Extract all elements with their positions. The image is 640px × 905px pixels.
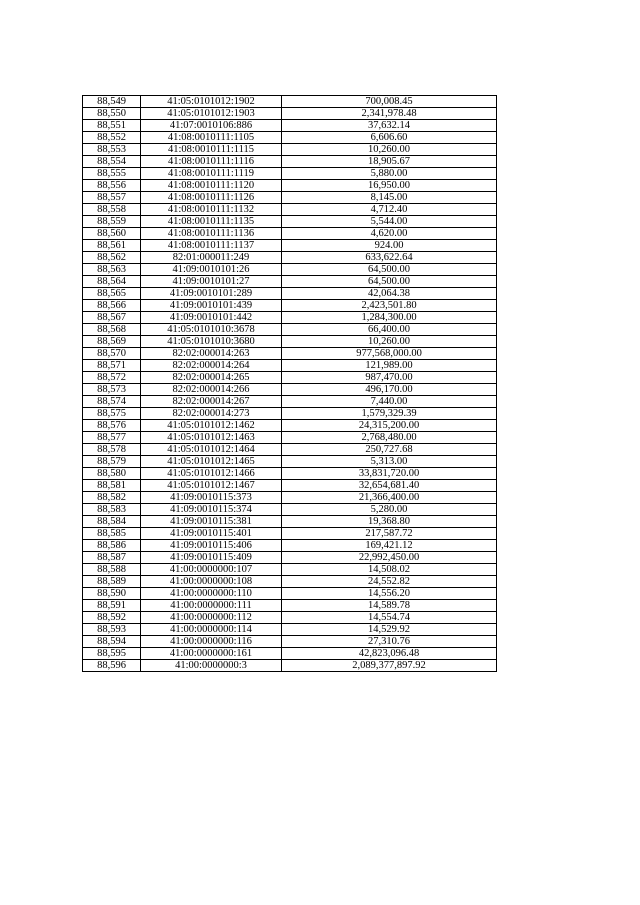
cadastral-number-cell: 41:05:0101012:1462 — [141, 420, 282, 432]
row-number-cell: 88,558 — [83, 204, 141, 216]
value-amount-cell: 42,823,096.48 — [282, 648, 497, 660]
value-amount-cell: 924.00 — [282, 240, 497, 252]
cadastral-number-cell: 41:09:0010115:401 — [141, 528, 282, 540]
table-row — [83, 600, 497, 612]
cadastral-number-cell: 82:02:000014:266 — [141, 384, 282, 396]
row-number-cell: 88,573 — [83, 384, 141, 396]
value-amount-cell: 14,508.02 — [282, 564, 497, 576]
value-amount-cell: 250,727.68 — [282, 444, 497, 456]
value-amount-cell: 64,500.00 — [282, 276, 497, 288]
table-row — [83, 384, 497, 396]
row-number-cell: 88,570 — [83, 348, 141, 360]
value-amount-cell: 19,368.80 — [282, 516, 497, 528]
value-amount-cell: 64,500.00 — [282, 264, 497, 276]
value-amount-cell: 217,587.72 — [282, 528, 497, 540]
cadastral-number-cell: 82:02:000014:267 — [141, 396, 282, 408]
table-row — [83, 240, 497, 252]
table-row — [83, 420, 497, 432]
table-row — [83, 480, 497, 492]
value-amount-cell: 633,622.64 — [282, 252, 497, 264]
cadastral-number-cell: 41:00:0000000:107 — [141, 564, 282, 576]
row-number-cell: 88,594 — [83, 636, 141, 648]
cadastral-number-cell: 41:09:0010115:374 — [141, 504, 282, 516]
cadastral-number-cell: 41:00:0000000:116 — [141, 636, 282, 648]
row-number-cell: 88,549 — [83, 96, 141, 108]
row-number-cell: 88,578 — [83, 444, 141, 456]
value-amount-cell: 5,313.00 — [282, 456, 497, 468]
row-number-cell: 88,588 — [83, 564, 141, 576]
row-number-cell: 88,555 — [83, 168, 141, 180]
cadastral-number-cell: 41:07:0010106:886 — [141, 120, 282, 132]
value-amount-cell: 5,544.00 — [282, 216, 497, 228]
cadastral-number-cell: 41:08:0010111:1115 — [141, 144, 282, 156]
table-row — [83, 108, 497, 120]
table-row — [83, 648, 497, 660]
table-row — [83, 120, 497, 132]
cadastral-number-cell: 41:05:0101010:3678 — [141, 324, 282, 336]
cadastral-number-cell: 41:08:0010111:1135 — [141, 216, 282, 228]
cadastral-number-cell: 41:09:0010115:381 — [141, 516, 282, 528]
row-number-cell: 88,581 — [83, 480, 141, 492]
value-amount-cell: 14,556.20 — [282, 588, 497, 600]
value-amount-cell: 4,620.00 — [282, 228, 497, 240]
value-amount-cell: 32,654,681.40 — [282, 480, 497, 492]
row-number-cell: 88,585 — [83, 528, 141, 540]
value-amount-cell: 7,440.00 — [282, 396, 497, 408]
row-number-cell: 88,551 — [83, 120, 141, 132]
cadastral-number-cell: 41:09:0010101:26 — [141, 264, 282, 276]
row-number-cell: 88,592 — [83, 612, 141, 624]
cadastral-number-cell: 41:00:0000000:111 — [141, 600, 282, 612]
cadastral-number-cell: 82:02:000014:263 — [141, 348, 282, 360]
row-number-cell: 88,550 — [83, 108, 141, 120]
cadastral-number-cell: 41:08:0010111:1132 — [141, 204, 282, 216]
table-row — [83, 204, 497, 216]
value-amount-cell: 6,606.60 — [282, 132, 497, 144]
table-row — [83, 96, 497, 108]
row-number-cell: 88,574 — [83, 396, 141, 408]
table-row — [83, 468, 497, 480]
value-amount-cell: 8,145.00 — [282, 192, 497, 204]
row-number-cell: 88,556 — [83, 180, 141, 192]
row-number-cell: 88,590 — [83, 588, 141, 600]
table-row — [83, 528, 497, 540]
table-row — [83, 324, 497, 336]
cadastral-number-cell: 82:02:000014:265 — [141, 372, 282, 384]
table-row — [83, 492, 497, 504]
value-amount-cell: 121,989.00 — [282, 360, 497, 372]
row-number-cell: 88,596 — [83, 660, 141, 672]
value-amount-cell: 10,260.00 — [282, 336, 497, 348]
cadastral-number-cell: 41:08:0010111:1137 — [141, 240, 282, 252]
cadastral-number-cell: 41:00:0000000:112 — [141, 612, 282, 624]
cadastral-number-cell: 41:05:0101012:1903 — [141, 108, 282, 120]
cadastral-number-cell: 41:09:0010101:289 — [141, 288, 282, 300]
row-number-cell: 88,584 — [83, 516, 141, 528]
table-body — [83, 96, 497, 672]
row-number-cell: 88,583 — [83, 504, 141, 516]
cadastral-number-cell: 41:05:0101012:1463 — [141, 432, 282, 444]
table-row — [83, 360, 497, 372]
value-amount-cell: 42,064.38 — [282, 288, 497, 300]
cadastral-number-cell: 41:08:0010111:1116 — [141, 156, 282, 168]
row-number-cell: 88,577 — [83, 432, 141, 444]
row-number-cell: 88,557 — [83, 192, 141, 204]
table-row — [83, 444, 497, 456]
cadastral-number-cell: 41:09:0010115:373 — [141, 492, 282, 504]
value-amount-cell: 10,260.00 — [282, 144, 497, 156]
table-row — [83, 564, 497, 576]
table-row — [83, 588, 497, 600]
row-number-cell: 88,553 — [83, 144, 141, 156]
cadastral-number-cell: 41:08:0010111:1119 — [141, 168, 282, 180]
value-amount-cell: 66,400.00 — [282, 324, 497, 336]
row-number-cell: 88,571 — [83, 360, 141, 372]
cadastral-number-cell: 41:00:0000000:161 — [141, 648, 282, 660]
cadastral-number-cell: 41:09:0010115:409 — [141, 552, 282, 564]
table-row — [83, 612, 497, 624]
cadastral-number-cell: 41:00:0000000:3 — [141, 660, 282, 672]
table-row — [83, 372, 497, 384]
table-row — [83, 348, 497, 360]
table-row — [83, 540, 497, 552]
table-row — [83, 228, 497, 240]
value-amount-cell: 700,008.45 — [282, 96, 497, 108]
value-amount-cell: 14,589.78 — [282, 600, 497, 612]
value-amount-cell: 1,284,300.00 — [282, 312, 497, 324]
table-row — [83, 660, 497, 672]
table-row — [83, 636, 497, 648]
table-row — [83, 192, 497, 204]
cadastral-number-cell: 82:01:000011:249 — [141, 252, 282, 264]
row-number-cell: 88,566 — [83, 300, 141, 312]
table-row — [83, 432, 497, 444]
cadastral-number-cell: 41:08:0010111:1136 — [141, 228, 282, 240]
value-amount-cell: 977,568,000.00 — [282, 348, 497, 360]
table-row — [83, 516, 497, 528]
row-number-cell: 88,563 — [83, 264, 141, 276]
cadastral-value-table — [82, 95, 497, 672]
value-amount-cell: 22,992,450.00 — [282, 552, 497, 564]
row-number-cell: 88,586 — [83, 540, 141, 552]
table-row — [83, 132, 497, 144]
table-row — [83, 264, 497, 276]
cadastral-number-cell: 41:09:0010101:27 — [141, 276, 282, 288]
cadastral-number-cell: 41:09:0010101:439 — [141, 300, 282, 312]
row-number-cell: 88,572 — [83, 372, 141, 384]
value-amount-cell: 2,089,377,897.92 — [282, 660, 497, 672]
value-amount-cell: 27,310.76 — [282, 636, 497, 648]
row-number-cell: 88,575 — [83, 408, 141, 420]
cadastral-number-cell: 41:05:0101012:1465 — [141, 456, 282, 468]
table-row — [83, 312, 497, 324]
table-row — [83, 552, 497, 564]
cadastral-number-cell: 41:00:0000000:110 — [141, 588, 282, 600]
table-row — [83, 300, 497, 312]
cadastral-number-cell: 41:08:0010111:1105 — [141, 132, 282, 144]
table-row — [83, 288, 497, 300]
table-row — [83, 408, 497, 420]
row-number-cell: 88,576 — [83, 420, 141, 432]
value-amount-cell: 33,831,720.00 — [282, 468, 497, 480]
value-amount-cell: 987,470.00 — [282, 372, 497, 384]
value-amount-cell: 14,554.74 — [282, 612, 497, 624]
value-amount-cell: 37,632.14 — [282, 120, 497, 132]
value-amount-cell: 14,529.92 — [282, 624, 497, 636]
row-number-cell: 88,595 — [83, 648, 141, 660]
row-number-cell: 88,587 — [83, 552, 141, 564]
value-amount-cell: 16,950.00 — [282, 180, 497, 192]
table-row — [83, 504, 497, 516]
table-row — [83, 576, 497, 588]
row-number-cell: 88,582 — [83, 492, 141, 504]
table-row — [83, 456, 497, 468]
cadastral-number-cell: 41:05:0101012:1464 — [141, 444, 282, 456]
row-number-cell: 88,580 — [83, 468, 141, 480]
row-number-cell: 88,552 — [83, 132, 141, 144]
cadastral-number-cell: 41:05:0101012:1466 — [141, 468, 282, 480]
table-row — [83, 336, 497, 348]
row-number-cell: 88,565 — [83, 288, 141, 300]
cadastral-number-cell: 41:08:0010111:1120 — [141, 180, 282, 192]
cadastral-number-cell: 82:02:000014:273 — [141, 408, 282, 420]
value-amount-cell: 4,712.40 — [282, 204, 497, 216]
value-amount-cell: 5,280.00 — [282, 504, 497, 516]
value-amount-cell: 1,579,329.39 — [282, 408, 497, 420]
value-amount-cell: 169,421.12 — [282, 540, 497, 552]
row-number-cell: 88,569 — [83, 336, 141, 348]
cadastral-number-cell: 41:05:0101012:1902 — [141, 96, 282, 108]
cadastral-number-cell: 41:00:0000000:108 — [141, 576, 282, 588]
value-amount-cell: 5,880.00 — [282, 168, 497, 180]
row-number-cell: 88,560 — [83, 228, 141, 240]
cadastral-number-cell: 41:00:0000000:114 — [141, 624, 282, 636]
cadastral-number-cell: 82:02:000014:264 — [141, 360, 282, 372]
value-amount-cell: 18,905.67 — [282, 156, 497, 168]
row-number-cell: 88,564 — [83, 276, 141, 288]
table-row — [83, 276, 497, 288]
value-amount-cell: 21,366,400.00 — [282, 492, 497, 504]
value-amount-cell: 24,552.82 — [282, 576, 497, 588]
table-row — [83, 216, 497, 228]
value-amount-cell: 2,423,501.80 — [282, 300, 497, 312]
row-number-cell: 88,591 — [83, 600, 141, 612]
value-amount-cell: 24,315,200.00 — [282, 420, 497, 432]
value-amount-cell: 2,341,978.48 — [282, 108, 497, 120]
table-row — [83, 252, 497, 264]
row-number-cell: 88,562 — [83, 252, 141, 264]
row-number-cell: 88,568 — [83, 324, 141, 336]
table-row — [83, 168, 497, 180]
table-row — [83, 180, 497, 192]
value-amount-cell: 2,768,480.00 — [282, 432, 497, 444]
value-amount-cell: 496,170.00 — [282, 384, 497, 396]
row-number-cell: 88,554 — [83, 156, 141, 168]
table-row — [83, 396, 497, 408]
table-row — [83, 156, 497, 168]
cadastral-number-cell: 41:08:0010111:1126 — [141, 192, 282, 204]
row-number-cell: 88,579 — [83, 456, 141, 468]
cadastral-number-cell: 41:05:0101010:3680 — [141, 336, 282, 348]
row-number-cell: 88,589 — [83, 576, 141, 588]
cadastral-number-cell: 41:05:0101012:1467 — [141, 480, 282, 492]
row-number-cell: 88,567 — [83, 312, 141, 324]
row-number-cell: 88,559 — [83, 216, 141, 228]
row-number-cell: 88,561 — [83, 240, 141, 252]
cadastral-number-cell: 41:09:0010101:442 — [141, 312, 282, 324]
cadastral-number-cell: 41:09:0010115:406 — [141, 540, 282, 552]
row-number-cell: 88,593 — [83, 624, 141, 636]
table-row — [83, 624, 497, 636]
table-row — [83, 144, 497, 156]
